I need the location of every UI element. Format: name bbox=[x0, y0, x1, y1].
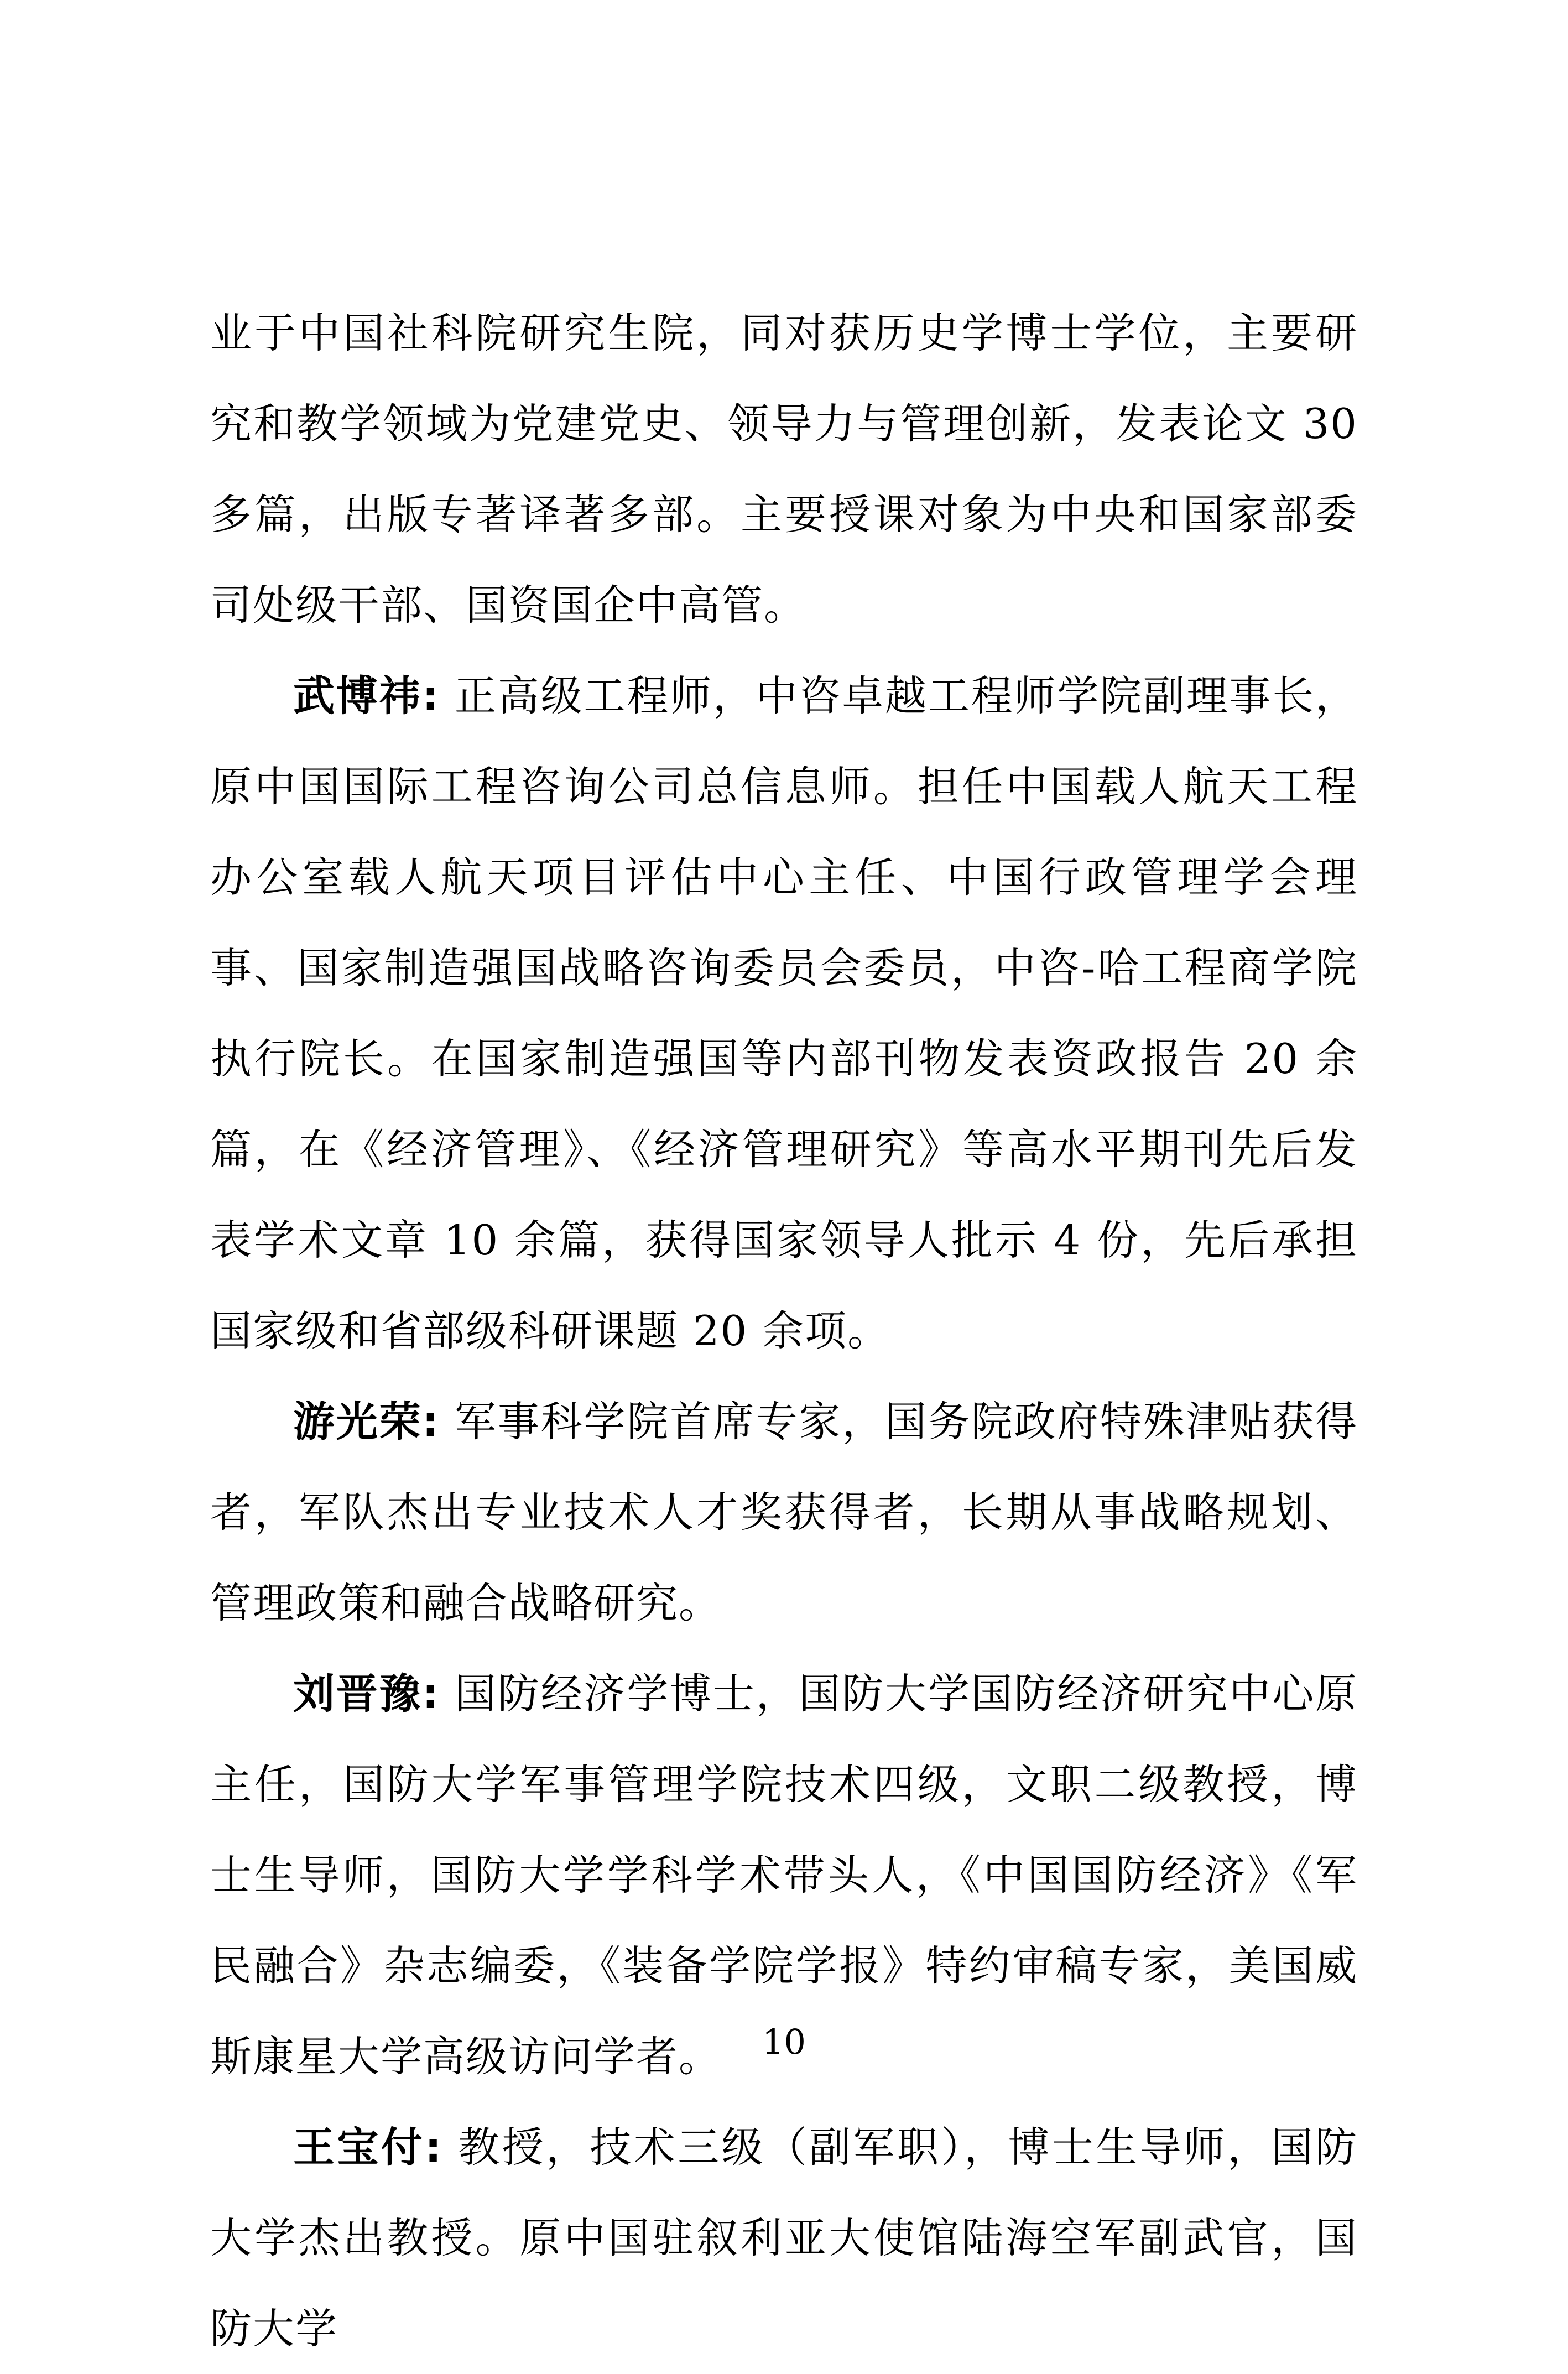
bio-paragraph-wang-baofu bbox=[210, 2102, 1358, 2374]
person-name: 刘晋豫: bbox=[293, 1669, 440, 1718]
paragraph-text: 业于中国社科院研究生院，同对获历史学博士学位，主要研究和教学领域为党建党史、领导力与管理创新，发表论文 30 多篇，出版专著译著多部。主要授课对象为中央和国家部委司处级干部、国资国企中高管。 bbox=[210, 309, 1358, 629]
bio-paragraph-you-guangrong bbox=[210, 1376, 1358, 1648]
person-name: 武博祎: bbox=[293, 671, 440, 720]
person-name: 游光荣: bbox=[293, 1397, 440, 1446]
paragraph-text: 教授，技术三级（副军职），博士生导师，国防大学杰出教授。原中国驻叙利亚大使馆陆海空军副武官，国防大学 bbox=[210, 2123, 1358, 2353]
paragraph-text: 军事科学院首席专家，国务院政府特殊津贴获得者，军队杰出专业技术人才奖获得者，长期从事战略规划、管理政策和融合战略研究。 bbox=[210, 1397, 1358, 1627]
paragraph-continuation bbox=[210, 288, 1358, 650]
paragraph-text: 正高级工程师，中咨卓越工程师学院副理事长，原中国国际工程咨询公司总信息师。担任中国载人航天工程办公室载人航天项目评估中心主任、中国行政管理学会理事、国家制造强国战略咨询委员会委员，中咨-哈工程商学院执行院长。在国家制造强国等内部刊物发表资政报告 20 余篇，在《经济管理》、《经济管理研究》等高水平期刊先后发表学术文章 10 余篇，获得国家领导人批示 4 份，先后承担国家级和省部级科研课题 20 余项。 bbox=[210, 671, 1358, 1355]
paragraph-text: 国防经济学博士，国防大学国防经济研究中心原主任，国防大学军事管理学院技术四级，文职二级教授，博士生导师，国防大学学科学术带头人，《中国国防经济》《军民融合》杂志编委，《装备学院学报》特约审稿专家，美国威斯康星大学高级访问学者。 bbox=[210, 1669, 1358, 2081]
bio-paragraph-wu-boyi bbox=[210, 650, 1358, 1376]
person-name: 王宝付: bbox=[293, 2123, 443, 2172]
page-number: 10 bbox=[762, 2022, 806, 2062]
